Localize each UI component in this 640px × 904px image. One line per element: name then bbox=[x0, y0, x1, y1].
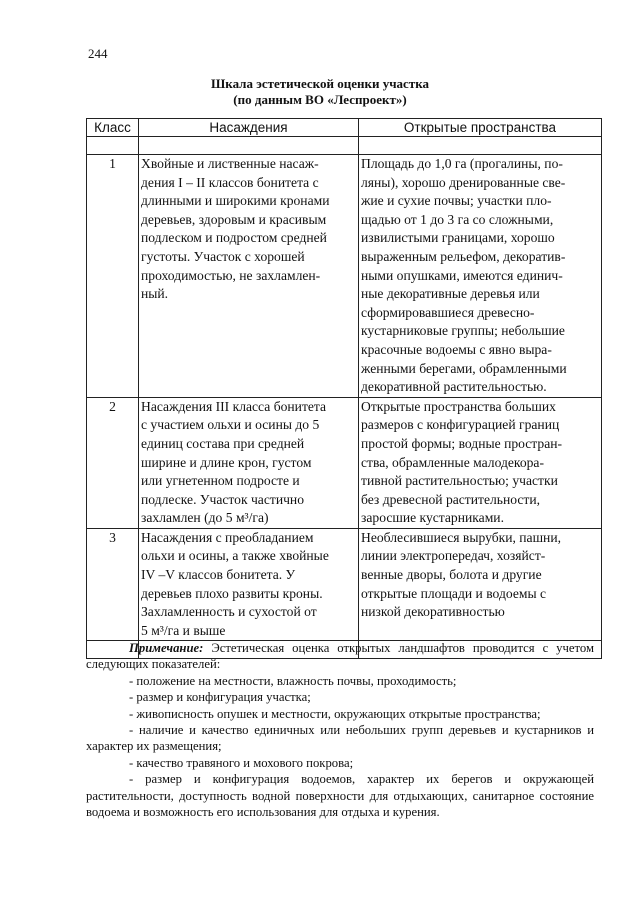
cell-line: Площадь до 1,0 га (прогалины, по- bbox=[361, 156, 563, 171]
table-empty-row bbox=[87, 137, 602, 155]
cell-line: жие и сухие почвы; участки пло- bbox=[361, 193, 552, 209]
cell-line: проходимостью, не захламлен- bbox=[141, 267, 321, 283]
cell-line: с участием ольхи и осины до 5 bbox=[141, 417, 320, 433]
cell-line: ными опушками, имеются единич- bbox=[361, 267, 563, 283]
cell-line: тивной растительностью; участки bbox=[361, 473, 558, 489]
class-cell: 1 bbox=[87, 155, 139, 398]
cell-line: 5 м³/га и выше bbox=[141, 622, 226, 638]
cell-line: размеров с конфигурацией границ bbox=[361, 417, 560, 433]
cell-line: открытые площади и водоемы с bbox=[361, 585, 547, 601]
cell-line: красочные водоемы с явно выра- bbox=[361, 341, 552, 357]
note-item: - наличие и качество единичных или небольших групп деревьев и кустарников и характер их размещения; bbox=[86, 723, 594, 754]
header-class: Класс bbox=[87, 119, 139, 137]
stands-cell bbox=[139, 397, 359, 528]
cell-line: извилистыми границами, хорошо bbox=[361, 230, 555, 246]
cell-line: дения I – II классов бонитета с bbox=[141, 174, 319, 190]
cell-line: ный. bbox=[141, 286, 169, 302]
header-stands: Насаждения bbox=[139, 119, 359, 137]
open-spaces-cell bbox=[359, 528, 602, 641]
table-row bbox=[87, 155, 602, 398]
cell-line: заросшие кустарниками. bbox=[361, 510, 504, 526]
cell-line: подлеске. Участок частично bbox=[141, 491, 304, 507]
cell-line: Захламленность и сухостой от bbox=[141, 604, 317, 620]
cell-line: IV –V классов бонитета. У bbox=[141, 567, 296, 583]
cell-line: кустарниковые группы; небольшие bbox=[361, 323, 565, 339]
cell-line: длинными и широкими кронами bbox=[141, 193, 330, 209]
cell-line: ширине и длине крон, густом bbox=[141, 454, 312, 470]
cell-line: линии электропередач, хозяйст- bbox=[361, 548, 546, 564]
cell-line: густоты. Участок с хорошей bbox=[141, 248, 305, 264]
note-label: Примечание: bbox=[129, 641, 204, 655]
cell-line: декоративной растительностью. bbox=[361, 379, 547, 395]
cell-line: единиц состава при средней bbox=[141, 435, 305, 451]
cell-line: венные дворы, болота и другие bbox=[361, 567, 542, 583]
cell-line: подлеском и подростом средней bbox=[141, 230, 327, 246]
table-row bbox=[87, 528, 602, 641]
cell-line: женными берегами, обрамленными bbox=[361, 360, 567, 376]
cell-line: выраженным рельефом, декоратив- bbox=[361, 248, 566, 264]
cell-line: сформировавшиеся древесно- bbox=[361, 304, 535, 320]
page-number: 244 bbox=[88, 46, 108, 61]
cell-line: без древесной растительности, bbox=[361, 491, 541, 507]
stands-cell bbox=[139, 528, 359, 641]
class-cell: 2 bbox=[87, 397, 139, 528]
stands-cell bbox=[139, 155, 359, 398]
table-subtitle: (по данным ВО «Леспроект») bbox=[233, 92, 407, 107]
table-row bbox=[87, 397, 602, 528]
note-item: - качество травяного и мохового покрова; bbox=[129, 755, 354, 770]
note-item: - размер и конфигурация водоемов, характер их берегов и окружающей растительности, доступность водной поверхности для отдыхающих, санитарное состояние водоема и возможность его использования для отдыха и курения. bbox=[86, 772, 594, 820]
cell-line: ства, обрамленные малодекора- bbox=[361, 454, 544, 470]
note-item: - положение на местности, влажность почвы, проходимость; bbox=[129, 673, 457, 688]
cell-line: Насаждения III класса бонитета bbox=[141, 398, 327, 414]
cell-line: Насаждения с преобладанием bbox=[141, 529, 314, 545]
note-item: - размер и конфигурация участка; bbox=[129, 690, 311, 705]
cell-line: Необлесившиеся вырубки, пашни, bbox=[361, 529, 562, 545]
cell-line: захламлен (до 5 м³/га) bbox=[141, 510, 269, 526]
class-cell: 3 bbox=[87, 528, 139, 641]
note-intro bbox=[86, 640, 594, 673]
cell-line: ные декоративные деревья или bbox=[361, 286, 540, 302]
note-block bbox=[86, 640, 594, 820]
cell-line: ляны), хорошо дренированные све- bbox=[361, 174, 566, 190]
cell-line: или угнетенном подросте и bbox=[141, 473, 300, 489]
table-header-row bbox=[87, 119, 602, 137]
aesthetic-scale-table bbox=[86, 118, 602, 659]
table-title: Шкала эстетической оценки участка bbox=[211, 76, 429, 91]
cell-line: деревьев, здоровым и красивым bbox=[141, 211, 327, 227]
header-open-spaces: Открытые пространства bbox=[359, 119, 602, 137]
cell-line: щадью от 1 до 3 га со сложными, bbox=[361, 211, 554, 227]
open-spaces-cell bbox=[359, 397, 602, 528]
cell-line: ольхи и осины, а также хвойные bbox=[141, 548, 329, 564]
cell-line: Хвойные и лиственные насаж- bbox=[141, 156, 319, 171]
note-item: - живописность опушек и местности, окружающих открытые пространства; bbox=[129, 706, 541, 721]
note-intro-text: Эстетическая оценка открытых ландшафтов проводится с учетом следующих показателей: bbox=[86, 641, 594, 672]
cell-line: деревьев плохо развиты кроны. bbox=[141, 585, 323, 601]
cell-line: простой формы; водные простран- bbox=[361, 435, 563, 451]
open-spaces-cell bbox=[359, 155, 602, 398]
cell-line: низкой декоративностью bbox=[361, 604, 505, 620]
cell-line: Открытые пространства больших bbox=[361, 398, 556, 414]
